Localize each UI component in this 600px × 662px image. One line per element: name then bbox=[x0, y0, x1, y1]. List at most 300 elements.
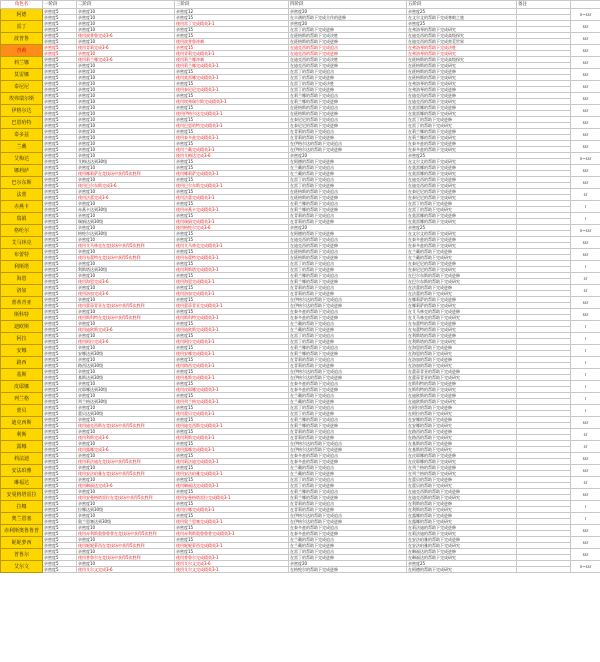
stage-5-cell[interactable]: 在莉兰娜的帮助下完成进修 bbox=[407, 129, 517, 135]
character-name-cell[interactable]: 安法珀雅 bbox=[1, 465, 43, 477]
stage-2-cell[interactable]: 亲密度10 bbox=[77, 177, 175, 183]
stage-3-cell[interactable]: 使用赤燕卡完成精英3-1 bbox=[175, 207, 289, 213]
stage-1-cell[interactable]: 亲密度5 bbox=[43, 363, 77, 369]
stage-3-cell[interactable]: 亲密度15 bbox=[175, 15, 289, 21]
stage-2-cell[interactable]: 亲密度10 bbox=[77, 15, 175, 21]
stage-3-cell[interactable]: 使用埃弗瑞尔斯完成精英3-1 bbox=[175, 99, 289, 105]
stage-2-cell[interactable]: 使用迪欧斯完成3-6 bbox=[77, 327, 175, 333]
stage-2-cell[interactable]: 使用普鲁尔在竞技场中获得5次胜利 bbox=[77, 555, 175, 561]
stage-5-cell[interactable]: 在泰多兹的帮助下完成研究 bbox=[407, 243, 517, 249]
stage-4-cell[interactable]: 在雷丁的帮助下完成追击 bbox=[289, 477, 407, 483]
character-name-cell[interactable]: 雷丁 bbox=[1, 21, 43, 33]
rarity-cell[interactable]: ssr bbox=[571, 117, 600, 129]
stage-5-cell[interactable]: 在安娜的帮助下完成进修 bbox=[407, 417, 517, 423]
stage-5-cell[interactable]: 在迪克西斯的帮助下完成进修 bbox=[407, 489, 517, 495]
character-name-cell[interactable]: 列兰格 bbox=[1, 393, 43, 405]
stage-2-cell[interactable]: 亲密度10 bbox=[77, 99, 175, 105]
character-name-cell[interactable]: 格纶尔 bbox=[1, 225, 43, 237]
stage-1-cell[interactable]: 亲密度5 bbox=[43, 165, 77, 171]
stage-3-cell[interactable]: 亲密度15 bbox=[175, 33, 289, 39]
stage-2-cell[interactable]: 亲密度10 bbox=[77, 561, 175, 567]
character-name-cell[interactable]: 阿拉 bbox=[1, 333, 43, 345]
stage-2-cell[interactable]: 亲密度10 bbox=[77, 87, 175, 93]
stage-1-cell[interactable]: 亲密度5 bbox=[43, 453, 77, 459]
stage-4-cell[interactable]: 在雷丁的帮助下完成进修 bbox=[289, 483, 407, 489]
stage-3-cell[interactable]: 使用利斯塔完成精英3-1 bbox=[175, 267, 289, 273]
stage-2-cell[interactable]: 亲密度10 bbox=[77, 21, 175, 27]
rarity-cell[interactable]: sr bbox=[571, 285, 600, 297]
stage-1-cell[interactable]: 亲密度5 bbox=[43, 429, 77, 435]
stage-3-cell[interactable]: 亲密度15 bbox=[175, 441, 289, 447]
stage-5-cell[interactable]: 在基斯的帮助下完成研究 bbox=[407, 447, 517, 453]
rarity-cell[interactable]: r bbox=[571, 321, 600, 333]
stage-3-cell[interactable]: 使用露娜完成精英3-1 bbox=[175, 447, 289, 453]
stage-5-cell[interactable]: 在皮耶娜的帮助下完成进修 bbox=[407, 453, 517, 459]
stage-2-cell[interactable]: 亲密度10 bbox=[77, 27, 175, 33]
stage-5-cell[interactable]: 在迪克西的帮助下完成进修 bbox=[407, 93, 517, 99]
stage-4-cell[interactable]: 在伊格尔达的帮助下完成追击 bbox=[289, 141, 407, 147]
rarity-cell[interactable]: r bbox=[571, 261, 600, 273]
stage-1-cell[interactable]: 亲密度5 bbox=[43, 177, 77, 183]
stage-3-cell[interactable]: 使用布蕾特完成精英3-1 bbox=[175, 255, 289, 261]
stage-1-cell[interactable]: 亲密度5 bbox=[43, 141, 77, 147]
character-name-cell[interactable]: 琳福达 bbox=[1, 477, 43, 489]
stage-4-cell[interactable]: 在雷丁的帮助下完成进修 bbox=[289, 87, 407, 93]
stage-1-cell[interactable]: 亲密度5 bbox=[43, 567, 77, 573]
stage-5-cell[interactable]: 在迪克西的帮助下完成进修 bbox=[407, 177, 517, 183]
stage-2-cell[interactable]: 亲密度10 bbox=[77, 123, 175, 129]
stage-1-cell[interactable]: 亲密度5 bbox=[43, 207, 77, 213]
stage-4-cell[interactable]: 在青莉的帮助下完成追击 bbox=[289, 357, 407, 363]
stage-3-cell[interactable]: 亲密度15 bbox=[175, 261, 289, 267]
stage-3-cell[interactable]: 亲密度15 bbox=[175, 201, 289, 207]
stage-3-cell[interactable]: 使用波普鲁冲刺 bbox=[175, 39, 289, 45]
rarity-cell[interactable]: r bbox=[571, 513, 600, 525]
stage-5-cell[interactable]: 在巴尔东斯的帮助下完成进修 bbox=[407, 273, 517, 279]
stage-3-cell[interactable]: 使用格纶尔完成3-6 bbox=[175, 225, 289, 231]
stage-2-cell[interactable]: 奥兰恩塞达到30级 bbox=[77, 519, 175, 525]
character-name-cell[interactable]: 皮耶娜 bbox=[1, 381, 43, 393]
stage-2-cell[interactable]: 亲密度10 bbox=[77, 477, 175, 483]
stage-2-cell[interactable]: 使用巴尔东斯完成3-6 bbox=[77, 183, 175, 189]
stage-2-cell[interactable]: 亲密度10 bbox=[77, 81, 175, 87]
stage-2-cell[interactable]: 使用莉兰娜完成3-6 bbox=[77, 57, 175, 63]
stage-3-cell[interactable]: 使用伊格尔达完成精英3-1 bbox=[175, 111, 289, 117]
stage-2-cell[interactable]: 亲密度10 bbox=[77, 297, 175, 303]
stage-4-cell[interactable]: 在兰戴的帮助下完成进修 bbox=[289, 399, 407, 405]
stage-4-cell[interactable]: 在雷丁的帮助下完成进修 bbox=[289, 339, 407, 345]
stage-4-cell[interactable]: 在莉兰娜的帮助下完成进修 bbox=[289, 99, 407, 105]
stage-3-cell[interactable]: 使用列兰格完成精英3-1 bbox=[175, 399, 289, 405]
stage-5-cell[interactable]: 在班格斯的帮助下完成高级探究 bbox=[407, 57, 517, 63]
stage-1-cell[interactable]: 亲密度5 bbox=[43, 57, 77, 63]
rarity-cell[interactable]: r bbox=[571, 213, 600, 225]
stage-5-cell[interactable]: 在弗洛琴的帮助下完成研究 bbox=[407, 81, 517, 87]
stage-1-cell[interactable]: 亲密度5 bbox=[43, 423, 77, 429]
stage-3-cell[interactable]: 使用基斯完成精英3-1 bbox=[175, 375, 289, 381]
stage-4-cell[interactable]: 亲密度20 bbox=[289, 153, 407, 159]
character-name-cell[interactable]: 法蕾 bbox=[1, 189, 43, 201]
character-name-cell[interactable]: 洛加 bbox=[1, 285, 43, 297]
stage-2-cell[interactable]: 使用斯科特在竞技场中获得5次胜利 bbox=[77, 315, 175, 321]
stage-3-cell[interactable]: 亲密度15 bbox=[175, 405, 289, 411]
stage-2-cell[interactable]: 亲密度10 bbox=[77, 465, 175, 471]
stage-3-cell[interactable]: 亲密度15 bbox=[175, 117, 289, 123]
stage-4-cell[interactable]: 在兰戴的帮助下完成进修 bbox=[289, 327, 407, 333]
stage-3-cell[interactable]: 亲密度15 bbox=[175, 165, 289, 171]
stage-1-cell[interactable]: 亲密度5 bbox=[43, 63, 77, 69]
stage-4-cell[interactable]: 在雷丁的帮助下完成进修 bbox=[289, 27, 407, 33]
stage-4-cell[interactable]: 在泰多兹的帮助下完成进修 bbox=[289, 531, 407, 537]
character-name-cell[interactable]: 阿德 bbox=[1, 9, 43, 21]
stage-3-cell[interactable]: 亲密度15 bbox=[175, 297, 289, 303]
stage-5-cell[interactable]: 在莉法迪的帮助下完成进修 bbox=[407, 525, 517, 531]
stage-4-cell[interactable]: 在青莉的帮助下完成进修 bbox=[289, 435, 407, 441]
stage-5-cell[interactable]: 在洛加的帮助下完成研究 bbox=[407, 363, 517, 369]
stage-2-cell[interactable]: 拉娜达到30级 bbox=[77, 507, 175, 513]
stage-4-cell[interactable]: 在莉兰娜的帮助下完成进修 bbox=[289, 495, 407, 501]
stage-1-cell[interactable]: 亲密度5 bbox=[43, 81, 77, 87]
stage-2-cell[interactable]: 亲密度10 bbox=[77, 189, 175, 195]
stage-5-cell[interactable]: 亲密度25 bbox=[407, 225, 517, 231]
stage-3-cell[interactable]: 亲密度12 bbox=[175, 9, 289, 15]
stage-2-cell[interactable]: 亲密度10 bbox=[77, 75, 175, 81]
stage-5-cell[interactable]: 在法蕾的帮助下完成进修 bbox=[407, 285, 517, 291]
stage-1-cell[interactable]: 亲密度5 bbox=[43, 201, 77, 207]
stage-2-cell[interactable]: 亲密度10 bbox=[77, 345, 175, 351]
rarity-cell[interactable]: sr bbox=[571, 441, 600, 453]
stage-3-cell[interactable]: 使用安法珀雅完成精英3-1 bbox=[175, 471, 289, 477]
stage-1-cell[interactable]: 亲密度5 bbox=[43, 123, 77, 129]
header-stage-3[interactable]: 三阶段 bbox=[175, 1, 289, 9]
stage-5-cell[interactable]: 在利斯塔的帮助下完成进修 bbox=[407, 333, 517, 339]
stage-5-cell[interactable]: 在利斯塔的帮助下完成研究 bbox=[407, 339, 517, 345]
stage-1-cell[interactable]: 亲密度5 bbox=[43, 99, 77, 105]
stage-4-cell[interactable]: 在伊格尔达的帮助下完成进修 bbox=[289, 519, 407, 525]
stage-2-cell[interactable]: 亲密度10 bbox=[77, 117, 175, 123]
stage-3-cell[interactable]: 亲密度15 bbox=[175, 513, 289, 519]
stage-4-cell[interactable]: 在雷丁的帮助下完成追击 bbox=[289, 177, 407, 183]
header-stage-5[interactable]: 五阶段 bbox=[407, 1, 517, 9]
stage-2-cell[interactable]: 赤燕卡达到30级 bbox=[77, 207, 175, 213]
stage-1-cell[interactable]: 亲密度5 bbox=[43, 93, 77, 99]
character-name-cell[interactable]: 赤燕卡 bbox=[1, 201, 43, 213]
stage-5-cell[interactable]: 在列兰格的帮助下完成研究 bbox=[407, 471, 517, 477]
stage-5-cell[interactable]: 在利斯的帮助下完成进修 bbox=[407, 501, 517, 507]
character-name-cell[interactable]: 奥兰恩塞 bbox=[1, 513, 43, 525]
stage-4-cell[interactable]: 在青莉的帮助下完成进修 bbox=[289, 507, 407, 513]
stage-5-cell[interactable]: 在班格斯的帮助下完成研究 bbox=[407, 63, 517, 69]
stage-5-cell[interactable]: 在艾马林克的帮助下完成进修 bbox=[407, 309, 517, 315]
stage-2-cell[interactable]: 亲密度10 bbox=[77, 429, 175, 435]
stage-1-cell[interactable]: 亲密度5 bbox=[43, 51, 77, 57]
stage-4-cell[interactable]: 在雷丁的帮助下完成进修 bbox=[289, 183, 407, 189]
stage-3-cell[interactable]: 使用法蕾完成精英3-1 bbox=[175, 195, 289, 201]
stage-1-cell[interactable]: 亲密度5 bbox=[43, 21, 77, 27]
stage-3-cell[interactable]: 亲密度15 bbox=[175, 231, 289, 237]
stage-1-cell[interactable]: 亲密度5 bbox=[43, 285, 77, 291]
rarity-cell[interactable]: sr bbox=[571, 189, 600, 201]
stage-5-cell[interactable]: 在迪欧斯的帮助下完成进修 bbox=[407, 393, 517, 399]
stage-1-cell[interactable]: 亲密度5 bbox=[43, 381, 77, 387]
stage-1-cell[interactable]: 亲密度5 bbox=[43, 345, 77, 351]
stage-1-cell[interactable]: 亲密度5 bbox=[43, 231, 77, 237]
stage-5-cell[interactable]: 在海恩的帮助下完成研究 bbox=[407, 351, 517, 357]
stage-4-cell[interactable]: 亲密度20 bbox=[289, 21, 407, 27]
stage-1-cell[interactable]: 亲密度5 bbox=[43, 393, 77, 399]
stage-2-cell[interactable]: 使用琳福达完成3-6 bbox=[77, 483, 175, 489]
stage-5-cell[interactable]: 在泰多兹的帮助下完成进修 bbox=[407, 237, 517, 243]
rarity-cell[interactable]: ssr bbox=[571, 69, 600, 81]
character-name-cell[interactable]: 艾梅达 bbox=[1, 153, 43, 165]
stage-3-cell[interactable]: 使用阿拉完成精英3-1 bbox=[175, 339, 289, 345]
rarity-cell[interactable]: r bbox=[571, 369, 600, 381]
stage-4-cell[interactable]: 在青莉的帮助下完成追击 bbox=[289, 501, 407, 507]
stage-3-cell[interactable]: 亲密度15 bbox=[175, 489, 289, 495]
character-name-cell[interactable]: 莫雷娜 bbox=[1, 69, 43, 81]
stage-4-cell[interactable]: 在兰戴的帮助下完成追击 bbox=[289, 393, 407, 399]
stage-2-cell[interactable]: 亲密度10 bbox=[77, 441, 175, 447]
stage-3-cell[interactable]: 使用青莉完成精英3-1 bbox=[175, 51, 289, 57]
stage-2-cell[interactable]: 亲密度10 bbox=[77, 249, 175, 255]
stage-4-cell[interactable]: 在伊格尔达的帮助下完成进修 bbox=[289, 375, 407, 381]
stage-5-cell[interactable]: 在娜莉萨的帮助下完成研究 bbox=[407, 303, 517, 309]
stage-4-cell[interactable]: 在班格斯的帮助下完成进修 bbox=[289, 39, 407, 45]
stage-1-cell[interactable]: 亲密度5 bbox=[43, 333, 77, 339]
character-name-cell[interactable]: 泰尼尼 bbox=[1, 81, 43, 93]
stage-4-cell[interactable]: 在青莉的帮助下完成追击 bbox=[289, 429, 407, 435]
character-name-cell[interactable]: 波普鲁 bbox=[1, 33, 43, 45]
stage-4-cell[interactable]: 在班格斯的帮助下完成进修 bbox=[289, 195, 407, 201]
stage-4-cell[interactable]: 在泰多兹的帮助下完成追击 bbox=[289, 309, 407, 315]
stage-3-cell[interactable]: 使用艾尔文完成精英3-1 bbox=[175, 567, 289, 573]
stage-1-cell[interactable]: 亲密度5 bbox=[43, 441, 77, 447]
stage-3-cell[interactable]: 亲密度15 bbox=[175, 141, 289, 147]
stage-3-cell[interactable]: 亲密度15 bbox=[175, 369, 289, 375]
stage-4-cell[interactable]: 在伊格尔达的帮助下完成追击 bbox=[289, 297, 407, 303]
character-name-cell[interactable]: 泰多兹 bbox=[1, 129, 43, 141]
stage-2-cell[interactable]: 亲密度10 bbox=[77, 369, 175, 375]
stage-3-cell[interactable]: 使用蕾蒂青亚完成精英3-1 bbox=[175, 303, 289, 309]
rarity-cell[interactable]: ssr bbox=[571, 33, 600, 45]
stage-5-cell[interactable]: 在列兰格的帮助下完成进修 bbox=[407, 465, 517, 471]
stage-1-cell[interactable]: 亲密度5 bbox=[43, 525, 77, 531]
stage-3-cell[interactable]: 使用琳福达完成精英3-1 bbox=[175, 483, 289, 489]
rarity-cell[interactable]: r bbox=[571, 501, 600, 513]
character-name-cell[interactable]: 安曼格塔雷拉 bbox=[1, 489, 43, 501]
stage-2-cell[interactable]: 使用妮妮萝西在竞技场中获得5次胜利 bbox=[77, 543, 175, 549]
stage-5-cell[interactable]: 在莉法迪的帮助下完成研究 bbox=[407, 531, 517, 537]
stage-5-cell[interactable]: 在莫雷娜的帮助下完成进修 bbox=[407, 165, 517, 171]
stage-2-cell[interactable]: 亲密度10 bbox=[77, 111, 175, 117]
stage-3-cell[interactable]: 使用海恩完成精英3-1 bbox=[175, 279, 289, 285]
stage-3-cell[interactable]: 亲密度15 bbox=[175, 465, 289, 471]
stage-3-cell[interactable]: 使用艾尔文完成3-6 bbox=[175, 561, 289, 567]
header-stage-1[interactable]: 一阶段 bbox=[43, 1, 77, 9]
stage-5-cell[interactable]: 在蕾蒂青亚的帮助下完成进修 bbox=[407, 369, 517, 375]
stage-5-cell[interactable]: 在法蕾的帮助下完成研究 bbox=[407, 291, 517, 297]
stage-4-cell[interactable]: 在伊格尔达的帮助下完成进修 bbox=[289, 303, 407, 309]
rarity-cell[interactable]: r bbox=[571, 345, 600, 357]
stage-4-cell[interactable]: 在雷丁的帮助下完成决胜 bbox=[289, 81, 407, 87]
stage-1-cell[interactable]: 亲密度5 bbox=[43, 243, 77, 249]
stage-2-cell[interactable]: 基斯达到30级 bbox=[77, 375, 175, 381]
stage-1-cell[interactable]: 亲密度5 bbox=[43, 399, 77, 405]
stage-4-cell[interactable]: 在伊格尔达的帮助下完成追击 bbox=[289, 369, 407, 375]
rarity-cell[interactable]: ssr bbox=[571, 297, 600, 309]
stage-3-cell[interactable]: 亲密度15 bbox=[175, 357, 289, 363]
rarity-cell[interactable]: ssr bbox=[571, 537, 600, 549]
stage-5-cell[interactable]: 在莫雷娜的帮助下完成研究 bbox=[407, 219, 517, 225]
stage-4-cell[interactable]: 在雷丁的帮助下完成进修 bbox=[289, 267, 407, 273]
stage-3-cell[interactable]: 亲密度15 bbox=[175, 549, 289, 555]
stage-2-cell[interactable]: 亲密度10 bbox=[77, 51, 175, 57]
stage-4-cell[interactable]: 在伊格尔达的帮助下完成追击 bbox=[289, 513, 407, 519]
stage-1-cell[interactable]: 亲密度5 bbox=[43, 447, 77, 453]
character-name-cell[interactable]: 斯科特 bbox=[1, 309, 43, 321]
stage-1-cell[interactable]: 亲密度5 bbox=[43, 291, 77, 297]
stage-1-cell[interactable]: 亲密度5 bbox=[43, 495, 77, 501]
stage-2-cell[interactable]: 亲密度10 bbox=[77, 357, 175, 363]
stage-5-cell[interactable]: 在艾马林克的帮助下完成研究 bbox=[407, 315, 517, 321]
stage-5-cell[interactable]: 在利斯的帮助下完成研究 bbox=[407, 507, 517, 513]
stage-4-cell[interactable]: 在伊格尔达的帮助下完成追击 bbox=[289, 441, 407, 447]
stage-2-cell[interactable]: 使用艾尔文完成3-6 bbox=[77, 567, 175, 573]
stage-2-cell[interactable]: 亲密度10 bbox=[77, 39, 175, 45]
header-notes[interactable]: 备注 bbox=[517, 1, 571, 9]
character-name-cell[interactable]: 瑞娟 bbox=[1, 213, 43, 225]
stage-4-cell[interactable]: 在阿德的帮助下完成进修 bbox=[289, 159, 407, 165]
stage-3-cell[interactable]: 亲密度15 bbox=[175, 159, 289, 165]
stage-3-cell[interactable]: 亲密度15 bbox=[175, 309, 289, 315]
stage-3-cell[interactable]: 使用蕾贝完成精英3-1 bbox=[175, 411, 289, 417]
stage-1-cell[interactable]: 亲密度5 bbox=[43, 195, 77, 201]
stage-5-cell[interactable]: 在迪欧斯的帮助下完成研究 bbox=[407, 399, 517, 405]
stage-5-cell[interactable]: 在雷丁的帮助下完成研究 bbox=[407, 123, 517, 129]
stage-2-cell[interactable]: 亲密度10 bbox=[77, 69, 175, 75]
stage-4-cell[interactable]: 在莉兰娜的帮助下完成追击 bbox=[289, 201, 407, 207]
rarity-cell[interactable]: ssr bbox=[571, 309, 600, 321]
stage-3-cell[interactable]: 亲密度15 bbox=[175, 177, 289, 183]
stage-4-cell[interactable]: 在兰戴的帮助下完成进修 bbox=[289, 471, 407, 477]
stage-2-cell[interactable]: 亲密度10 bbox=[77, 153, 175, 159]
stage-3-cell[interactable]: 使用泰多兹完成精英3-1 bbox=[175, 135, 289, 141]
stage-1-cell[interactable]: 亲密度5 bbox=[43, 561, 77, 567]
stage-5-cell[interactable]: 在斯科特的帮助下完成研究 bbox=[407, 387, 517, 393]
stage-1-cell[interactable]: 亲密度5 bbox=[43, 153, 77, 159]
rarity-cell[interactable]: ssr bbox=[571, 45, 600, 57]
stage-4-cell[interactable]: 在青莉的帮助下完成追击 bbox=[289, 213, 407, 219]
rarity-cell[interactable]: ssr bbox=[571, 249, 600, 261]
stage-4-cell[interactable]: 在班格斯的帮助下完成决胜 bbox=[289, 33, 407, 39]
stage-2-cell[interactable]: 亲密度10 bbox=[77, 141, 175, 147]
character-name-cell[interactable]: 迪欧斯 bbox=[1, 321, 43, 333]
stage-1-cell[interactable]: 亲密度5 bbox=[43, 501, 77, 507]
stage-4-cell[interactable]: 在雷丁的帮助下完成追击 bbox=[289, 405, 407, 411]
stage-1-cell[interactable]: 亲密度5 bbox=[43, 9, 77, 15]
stage-5-cell[interactable]: 在弗洛琴的帮助下完成决胜 bbox=[407, 45, 517, 51]
notes-cell[interactable] bbox=[517, 567, 571, 573]
stage-2-cell[interactable]: 使用露娜完成3-6 bbox=[77, 447, 175, 453]
rarity-cell[interactable]: ssr bbox=[571, 237, 600, 249]
stage-3-cell[interactable]: 使用莉兰娜完成精英3-1 bbox=[175, 63, 289, 69]
stage-5-cell[interactable]: 亲密度25 bbox=[407, 21, 517, 27]
character-name-cell[interactable]: 娜莉萨 bbox=[1, 165, 43, 177]
stage-3-cell[interactable]: 使用迪欧斯完成精英3-1 bbox=[175, 327, 289, 333]
rarity-cell[interactable]: n~ssr bbox=[571, 153, 600, 165]
stage-4-cell[interactable]: 在丰满的帮助下完成合作的进修 bbox=[289, 15, 407, 21]
stage-3-cell[interactable]: 亲密度15 bbox=[175, 429, 289, 435]
stage-3-cell[interactable]: 亲密度15 bbox=[175, 273, 289, 279]
character-name-cell[interactable]: 艾尔文 bbox=[1, 561, 43, 573]
rarity-cell[interactable]: r bbox=[571, 393, 600, 405]
character-name-cell[interactable]: 兰戴 bbox=[1, 141, 43, 153]
rarity-cell[interactable]: ssr bbox=[571, 21, 600, 33]
stage-3-cell[interactable]: 亲密度15 bbox=[175, 525, 289, 531]
stage-2-cell[interactable]: 亲密度10 bbox=[77, 9, 175, 15]
stage-1-cell[interactable]: 亲密度5 bbox=[43, 183, 77, 189]
rarity-cell[interactable]: ssr bbox=[571, 93, 600, 105]
stage-5-cell[interactable]: 在莉兰娜的帮助下完成研究 bbox=[407, 135, 517, 141]
stage-3-cell[interactable]: 亲密度15 bbox=[175, 69, 289, 75]
stage-1-cell[interactable]: 亲密度5 bbox=[43, 255, 77, 261]
stage-5-cell[interactable]: 在班格斯的帮助下完成研究 bbox=[407, 75, 517, 81]
stage-1-cell[interactable]: 亲密度5 bbox=[43, 297, 77, 303]
character-name-cell[interactable]: 赤利斯奥鲁鲁普 bbox=[1, 525, 43, 537]
stage-5-cell[interactable]: 在弗洛琴的帮助下完成进修 bbox=[407, 87, 517, 93]
character-name-cell[interactable]: 蕾蒂青亚 bbox=[1, 297, 43, 309]
stage-5-cell[interactable]: 在安娜的帮助下完成研究 bbox=[407, 423, 517, 429]
stage-2-cell[interactable]: 安娜达到30级 bbox=[77, 351, 175, 357]
stage-2-cell[interactable]: 亲密度10 bbox=[77, 225, 175, 231]
stage-1-cell[interactable]: 亲密度5 bbox=[43, 129, 77, 135]
stage-5-cell[interactable]: 在泰尼尼的帮助下完成进修 bbox=[407, 261, 517, 267]
stage-2-cell[interactable]: 使用赤利斯奥鲁鲁普在竞技场中获得5次胜利 bbox=[77, 531, 175, 537]
stage-1-cell[interactable]: 亲密度5 bbox=[43, 483, 77, 489]
stage-4-cell[interactable]: 在雷丁的帮助下完成追击 bbox=[289, 261, 407, 267]
stage-3-cell[interactable]: 使用妮妮萝西完成精英3-1 bbox=[175, 543, 289, 549]
stage-4-cell[interactable]: 在青莉的帮助下完成进修 bbox=[289, 363, 407, 369]
stage-4-cell[interactable]: 在伊格尔达的帮助下完成进修 bbox=[289, 447, 407, 453]
stage-4-cell[interactable]: 在伊格尔达的帮助下完成进修 bbox=[289, 147, 407, 153]
stage-5-cell[interactable]: 在迪克西的帮助下完成蛮荒世界 bbox=[407, 39, 517, 45]
rarity-cell[interactable]: n~ssr bbox=[571, 225, 600, 237]
stage-2-cell[interactable]: 使用青莉完成3-6 bbox=[77, 45, 175, 51]
stage-5-cell[interactable]: 在弗洛琴的帮助下完成研究 bbox=[407, 51, 517, 57]
character-name-cell[interactable]: 路西 bbox=[1, 357, 43, 369]
character-name-cell[interactable]: 巴恩哈特 bbox=[1, 117, 43, 129]
stage-3-cell[interactable]: 使用娜莉萨完成精英3-1 bbox=[175, 171, 289, 177]
stage-1-cell[interactable]: 亲密度5 bbox=[43, 69, 77, 75]
stage-1-cell[interactable]: 亲密度5 bbox=[43, 513, 77, 519]
stage-5-cell[interactable]: 在路西的帮助下完成研究 bbox=[407, 435, 517, 441]
stage-2-cell[interactable]: 列兰格达到30级 bbox=[77, 399, 175, 405]
stage-3-cell[interactable]: 使用赤利斯奥鲁鲁普完成精英3-1 bbox=[175, 531, 289, 537]
stage-5-cell[interactable]: 在迪克西的帮助下完成高级探究 bbox=[407, 33, 517, 39]
stage-5-cell[interactable]: 在蕾蒂青亚的帮助下完成研究 bbox=[407, 375, 517, 381]
stage-3-cell[interactable]: 亲密度15 bbox=[175, 27, 289, 33]
stage-1-cell[interactable]: 亲密度5 bbox=[43, 387, 77, 393]
stage-1-cell[interactable]: 亲密度5 bbox=[43, 15, 77, 21]
rarity-cell[interactable]: r bbox=[571, 201, 600, 213]
stage-1-cell[interactable]: 亲密度5 bbox=[43, 213, 77, 219]
stage-1-cell[interactable]: 亲密度5 bbox=[43, 327, 77, 333]
rarity-cell[interactable]: ssr bbox=[571, 165, 600, 177]
character-name-cell[interactable]: 普鲁尔 bbox=[1, 549, 43, 561]
rarity-cell[interactable]: sr bbox=[571, 429, 600, 441]
stage-1-cell[interactable]: 亲密度5 bbox=[43, 435, 77, 441]
stage-5-cell[interactable]: 在洛加的帮助下完成进修 bbox=[407, 357, 517, 363]
